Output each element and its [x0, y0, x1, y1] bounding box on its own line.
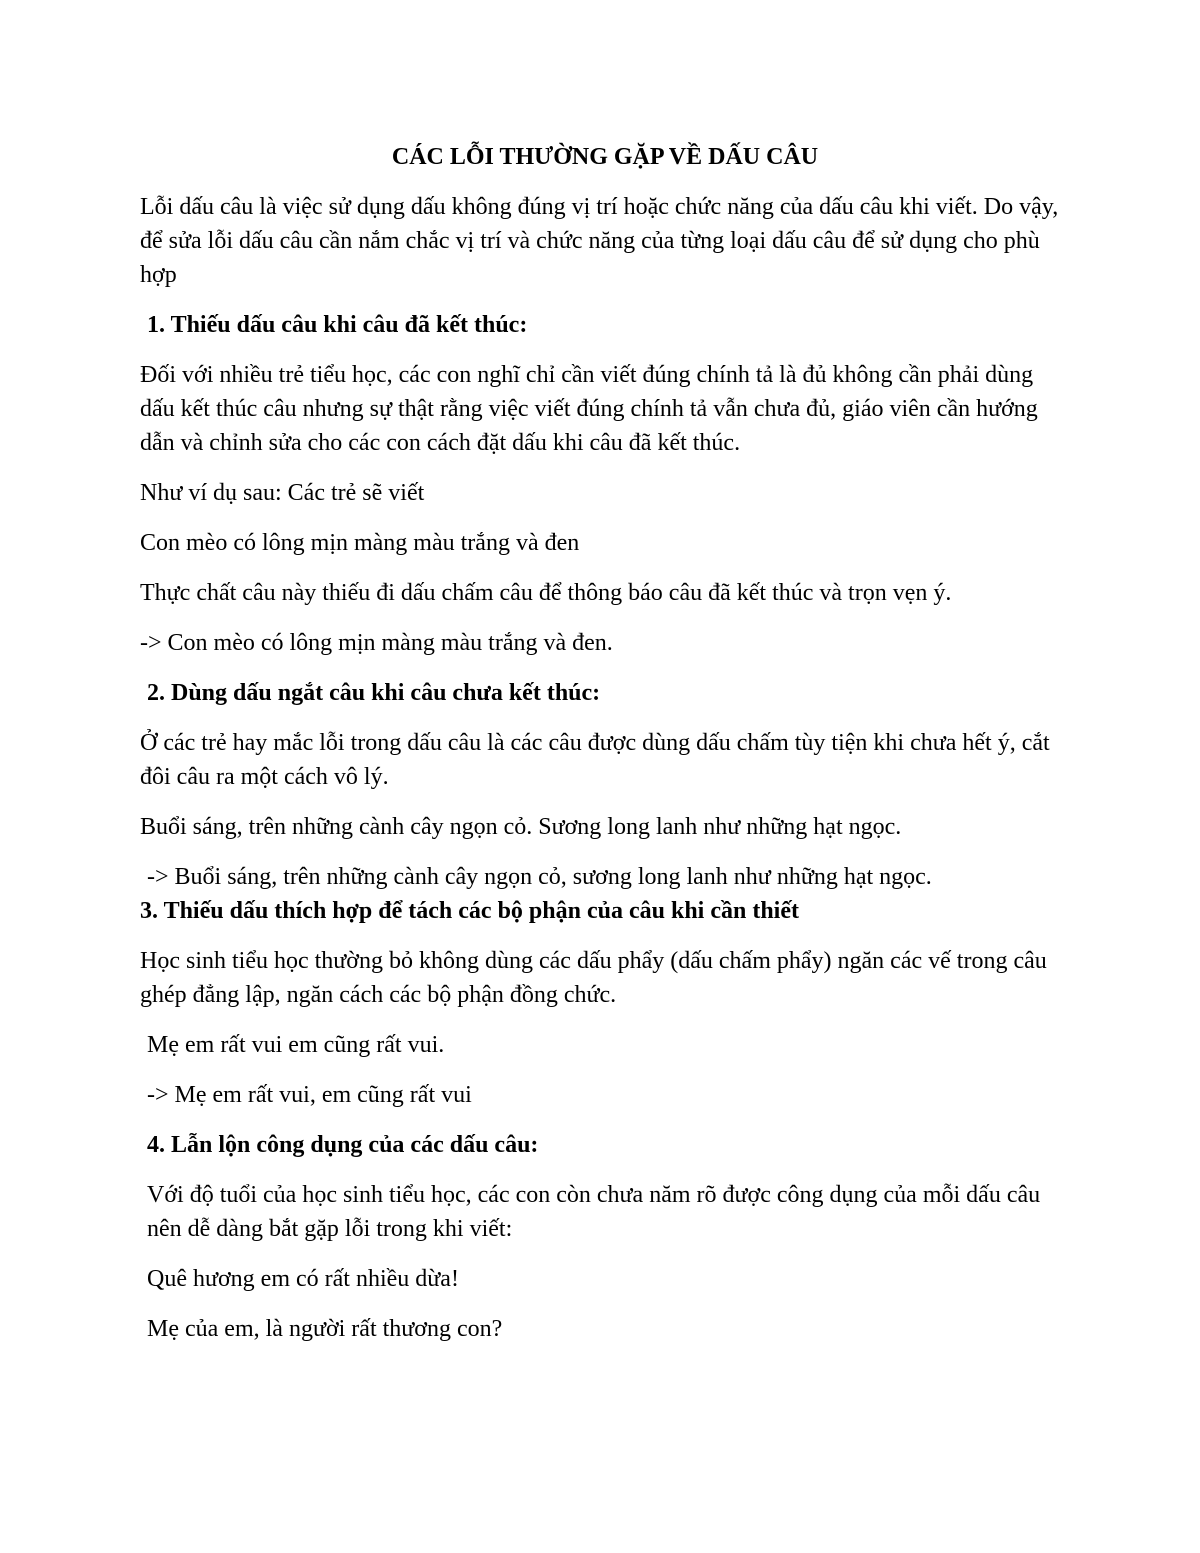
section-2-paragraph: -> Buổi sáng, trên những cành cây ngọn cỏ, sương long lanh như những hạt ngọc. — [147, 864, 932, 890]
section-1-paragraph: Con mèo có lông mịn màng màu trắng và đen — [140, 530, 580, 556]
intro-paragraph: Lỗi dấu câu là việc sử dụng dấu không đúng vị trí hoặc chức năng của dấu câu khi viết. Do vậy, để sửa lỗi dấu câu cần nắm chắc vị trí và chức năng của từng loại dấu câu để sử dụng cho phù hợp — [140, 194, 1059, 288]
section-2-heading: 2. Dùng dấu ngắt câu khi câu chưa kết thúc: — [147, 680, 601, 706]
section-3-paragraph: Học sinh tiểu học thường bỏ không dùng các dấu phẩy (dấu chấm phẩy) ngăn các vế trong câu ghép đẳng lập, ngăn cách các bộ phận đồng chức. — [140, 948, 1047, 1008]
section-2-paragraph: Buổi sáng, trên những cành cây ngọn cỏ. Sương long lanh như những hạt ngọc. — [140, 814, 902, 840]
section-1-paragraph: -> Con mèo có lông mịn màng màu trắng và đen. — [140, 630, 613, 656]
section-1-paragraph: Như ví dụ sau: Các trẻ sẽ viết — [140, 480, 425, 506]
section-2-paragraph: Ở các trẻ hay mắc lỗi trong dấu câu là các câu được dùng dấu chấm tùy tiện khi chưa hết ý, cắt đôi câu ra một cách vô lý. — [140, 730, 1050, 790]
document-title: CÁC LỖI THƯỜNG GẶP VỀ DẤU CÂU — [391, 144, 819, 170]
section-4-paragraph: Mẹ của em, là người rất thương con? — [147, 1316, 503, 1342]
section-1-paragraph: Thực chất câu này thiếu đi dấu chấm câu để thông báo câu đã kết thúc và trọn vẹn ý. — [140, 580, 952, 606]
section-1-paragraph: Đối với nhiều trẻ tiểu học, các con nghĩ chỉ cần viết đúng chính tả là đủ không cần phải dùng dấu kết thúc câu nhưng sự thật rằng việc viết đúng chính tả vẫn chưa đủ, giáo viên cần hướng dẫn và chỉnh sửa cho các con cách đặt dấu khi câu đã kết thúc. — [140, 362, 1038, 456]
section-3-heading: 3. Thiếu dấu thích hợp để tách các bộ phận của câu khi cần thiết — [140, 898, 799, 924]
section-3-paragraph: Mẹ em rất vui em cũng rất vui. — [147, 1032, 445, 1058]
section-4-paragraph: Quê hương em có rất nhiều dừa! — [147, 1266, 459, 1292]
section-3-paragraph: -> Mẹ em rất vui, em cũng rất vui — [147, 1082, 472, 1108]
document-body — [140, 140, 1070, 1362]
section-1-heading: 1. Thiếu dấu câu khi câu đã kết thúc: — [147, 312, 528, 338]
section-4-heading: 4. Lẫn lộn công dụng của các dấu câu: — [147, 1132, 539, 1158]
section-4-paragraph: Với độ tuổi của học sinh tiểu học, các con còn chưa năm rõ được công dụng của mỗi dấu câu nên dễ dàng bắt gặp lỗi trong khi viết: — [147, 1182, 1041, 1242]
